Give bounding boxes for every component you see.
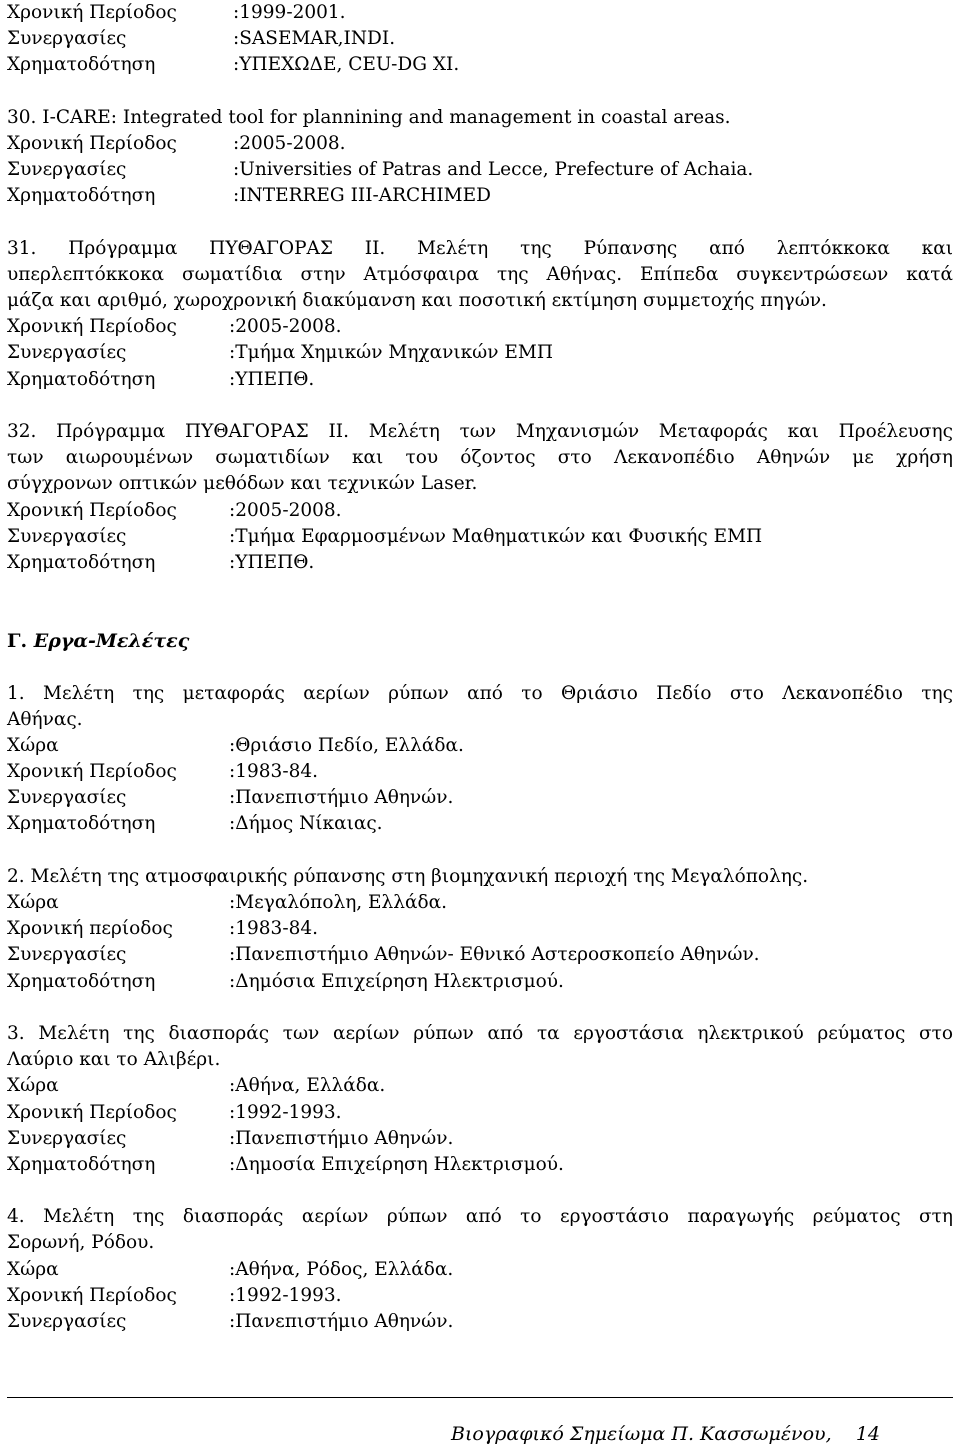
field-label: Χρηματοδότηση <box>7 813 156 835</box>
top-period-row <box>7 0 953 26</box>
project-30-partners <box>7 157 953 183</box>
field-value: :2005-2008. <box>233 132 346 154</box>
page-number: 14 <box>855 1423 880 1445</box>
field-value: :1983-84. <box>229 761 318 783</box>
field-value: :Τμήμα Χημικών Μηχανικών ΕΜΠ <box>229 342 553 364</box>
field-value: :SASEMAR,INDI. <box>233 28 396 50</box>
top-partners-row <box>7 26 953 52</box>
study-1-period <box>7 759 953 785</box>
section-heading-title: Εργα-Μελέτες <box>33 630 190 653</box>
field-label: Χρονική Περίοδος <box>7 132 177 154</box>
study-4-title-line: Σορωνή, Ρόδου. <box>7 1232 155 1254</box>
field-value: :Αθήνα, Ελλάδα. <box>229 1075 386 1097</box>
study-2-period <box>7 916 953 942</box>
project-31-title-line: υπερλεπτόκκοκα σωματίδια στην Ατμόσφαιρα της Αθήνας. Επίπεδα συγκεντρώσεων κατά <box>7 263 953 285</box>
study-4-country <box>7 1257 953 1283</box>
field-label: Συνεργασίες <box>7 944 127 966</box>
field-label: Συνεργασίες <box>7 787 127 809</box>
study-2-funding <box>7 969 953 995</box>
field-value: :1992-1993. <box>229 1101 342 1123</box>
study-1-partners <box>7 785 953 811</box>
field-value: :Πανεπιστήμιο Αθηνών. <box>229 1127 454 1149</box>
field-value: :1992-1993. <box>229 1284 342 1306</box>
project-32-partners <box>7 524 953 550</box>
study-1-funding <box>7 811 953 837</box>
project-31-funding <box>7 367 953 393</box>
study-1-country <box>7 733 953 759</box>
field-value: :Θριάσιο Πεδίο, Ελλάδα. <box>229 734 464 756</box>
field-label: Χώρα <box>7 1258 59 1280</box>
field-label: Χρηματοδότηση <box>7 1153 156 1175</box>
project-32-title-line: 32. Πρόγραμμα ΠΥΘΑΓΟΡΑΣ ΙΙ. Μελέτη των Μηχανισμών Μεταφοράς και Προέλευσης <box>7 421 953 442</box>
field-value: :Τμήμα Εφαρμοσμένων Μαθηματικών και Φυσικής ΕΜΠ <box>229 525 763 547</box>
field-label: Συνεργασίες <box>7 1311 127 1332</box>
field-label: Χρονική Περίοδος <box>7 1101 177 1123</box>
project-30-period <box>7 131 953 157</box>
study-3-title-line: 3. Μελέτη της διασποράς των αερίων ρύπων από τα εργοστάσια ηλεκτρικού ρεύματος στο <box>7 1022 953 1044</box>
field-label: Χρηματοδότηση <box>7 185 156 207</box>
field-label: Χρονική περίοδος <box>7 918 173 940</box>
project-31-title-line: μάζα και αριθμό, χωροχρονική διακύμανση και ποσοτική εκτίμηση συμμετοχής πηγών. <box>7 290 827 312</box>
footer-divider <box>7 1397 953 1398</box>
section-heading-label: Γ. <box>7 630 28 653</box>
field-label: Χρηματοδότηση <box>7 970 156 992</box>
study-2-title: 2. Μελέτη της ατμοσφαιρικής ρύπανσης στη βιομηχανική περιοχή της Μεγαλόπολης. <box>7 865 809 887</box>
project-32-funding <box>7 550 953 576</box>
project-31-partners <box>7 340 953 366</box>
field-value: :2005-2008. <box>229 499 342 521</box>
field-label: Χρονική Περίοδος <box>7 761 177 783</box>
field-label: Συνεργασίες <box>7 525 127 547</box>
field-label: Χώρα <box>7 892 59 913</box>
study-4-title-line: 4. Μελέτη της διασποράς αερίων ρύπων από το εργοστάσιο παραγωγής ρεύματος στη <box>7 1206 953 1228</box>
project-30-title: 30. I-CARE: Integrated tool for plannining and management in coastal areas. <box>7 106 731 128</box>
study-3-country <box>7 1073 953 1099</box>
field-value: :Δήμος Νίκαιας. <box>229 813 383 835</box>
field-value: :Πανεπιστήμιο Αθηνών- Εθνικό Αστεροσκοπείο Αθηνών. <box>229 944 760 966</box>
field-value: :Universities of Patras and Lecce, Prefecture of Achaia. <box>233 159 754 181</box>
field-value: :2005-2008. <box>229 316 342 338</box>
project-30-funding <box>7 183 953 209</box>
project-31-period <box>7 314 953 340</box>
field-value: :1999-2001. <box>233 2 346 23</box>
field-label: Συνεργασίες <box>7 1127 127 1149</box>
study-3-period <box>7 1100 953 1126</box>
study-3-title-line: Λαύριο και το Αλιβέρι. <box>7 1049 221 1071</box>
study-2-partners <box>7 942 953 968</box>
study-3-partners <box>7 1126 953 1152</box>
study-4-partners <box>7 1309 953 1335</box>
field-label: Χρηματοδότηση <box>7 368 156 390</box>
field-value: :ΥΠΕΠΘ. <box>229 368 315 390</box>
project-32-title-line: σύγχρονων οπτικών μεθόδων και τεχνικών Laser. <box>7 473 478 495</box>
field-value: :INTERREG III-ARCHIMED <box>233 185 491 207</box>
footer-text: Βιογραφικό Σημείωμα Π. Κασσωμένου, <box>450 1423 832 1445</box>
field-value: :Δημοσία Επιχείρηση Ηλεκτρισμού. <box>229 1153 564 1175</box>
field-label: Συνεργασίες <box>7 159 127 181</box>
field-value: :Δημόσια Επιχείρηση Ηλεκτρισμού. <box>229 970 564 992</box>
project-31-title-line: 31. Πρόγραμμα ΠΥΘΑΓΟΡΑΣ ΙΙ. Μελέτη της Ρύπανσης από λεπτόκκοκα και <box>7 237 953 259</box>
field-label: Χρονική Περίοδος <box>7 316 177 338</box>
field-value: :Πανεπιστήμιο Αθηνών. <box>229 787 454 809</box>
field-value: :ΥΠΕΠΘ. <box>229 551 315 573</box>
study-3-funding <box>7 1152 953 1178</box>
field-value: :Πανεπιστήμιο Αθηνών. <box>229 1311 454 1332</box>
project-32-period <box>7 498 953 524</box>
field-value: :Μεγαλόπολη, Ελλάδα. <box>229 892 447 913</box>
page-footer <box>451 1423 880 1445</box>
field-label: Χρονική Περίοδος <box>7 499 177 521</box>
top-funding-row <box>7 52 953 78</box>
study-4-period <box>7 1283 953 1309</box>
field-label: Συνεργασίες <box>7 28 127 50</box>
field-value: :1983-84. <box>229 918 318 940</box>
study-1-title-line: Αθήνας. <box>7 708 83 730</box>
document-page <box>7 0 953 1335</box>
field-label: Χρηματοδότηση <box>7 54 156 76</box>
field-label: Χρηματοδότηση <box>7 551 156 573</box>
study-1-title-line: 1. Μελέτη της μεταφοράς αερίων ρύπων από το Θριάσιο Πεδίο στο Λεκανοπέδιο της <box>7 682 953 704</box>
study-2-country <box>7 890 953 916</box>
field-label: Συνεργασίες <box>7 342 127 364</box>
field-label: Χώρα <box>7 1075 59 1097</box>
field-label: Χώρα <box>7 734 59 756</box>
section-heading <box>7 628 953 654</box>
project-32-title-line: των αιωρουμένων σωματιδίων και του όζοντος στο Λεκανοπέδιο Αθηνών με χρήση <box>7 447 953 469</box>
field-value: :ΥΠΕΧΩΔΕ, CEU-DG XI. <box>233 54 460 76</box>
field-label: Χρονική Περίοδος <box>7 2 177 23</box>
field-label: Χρονική Περίοδος <box>7 1284 177 1306</box>
field-value: :Αθήνα, Ρόδος, Ελλάδα. <box>229 1258 454 1280</box>
